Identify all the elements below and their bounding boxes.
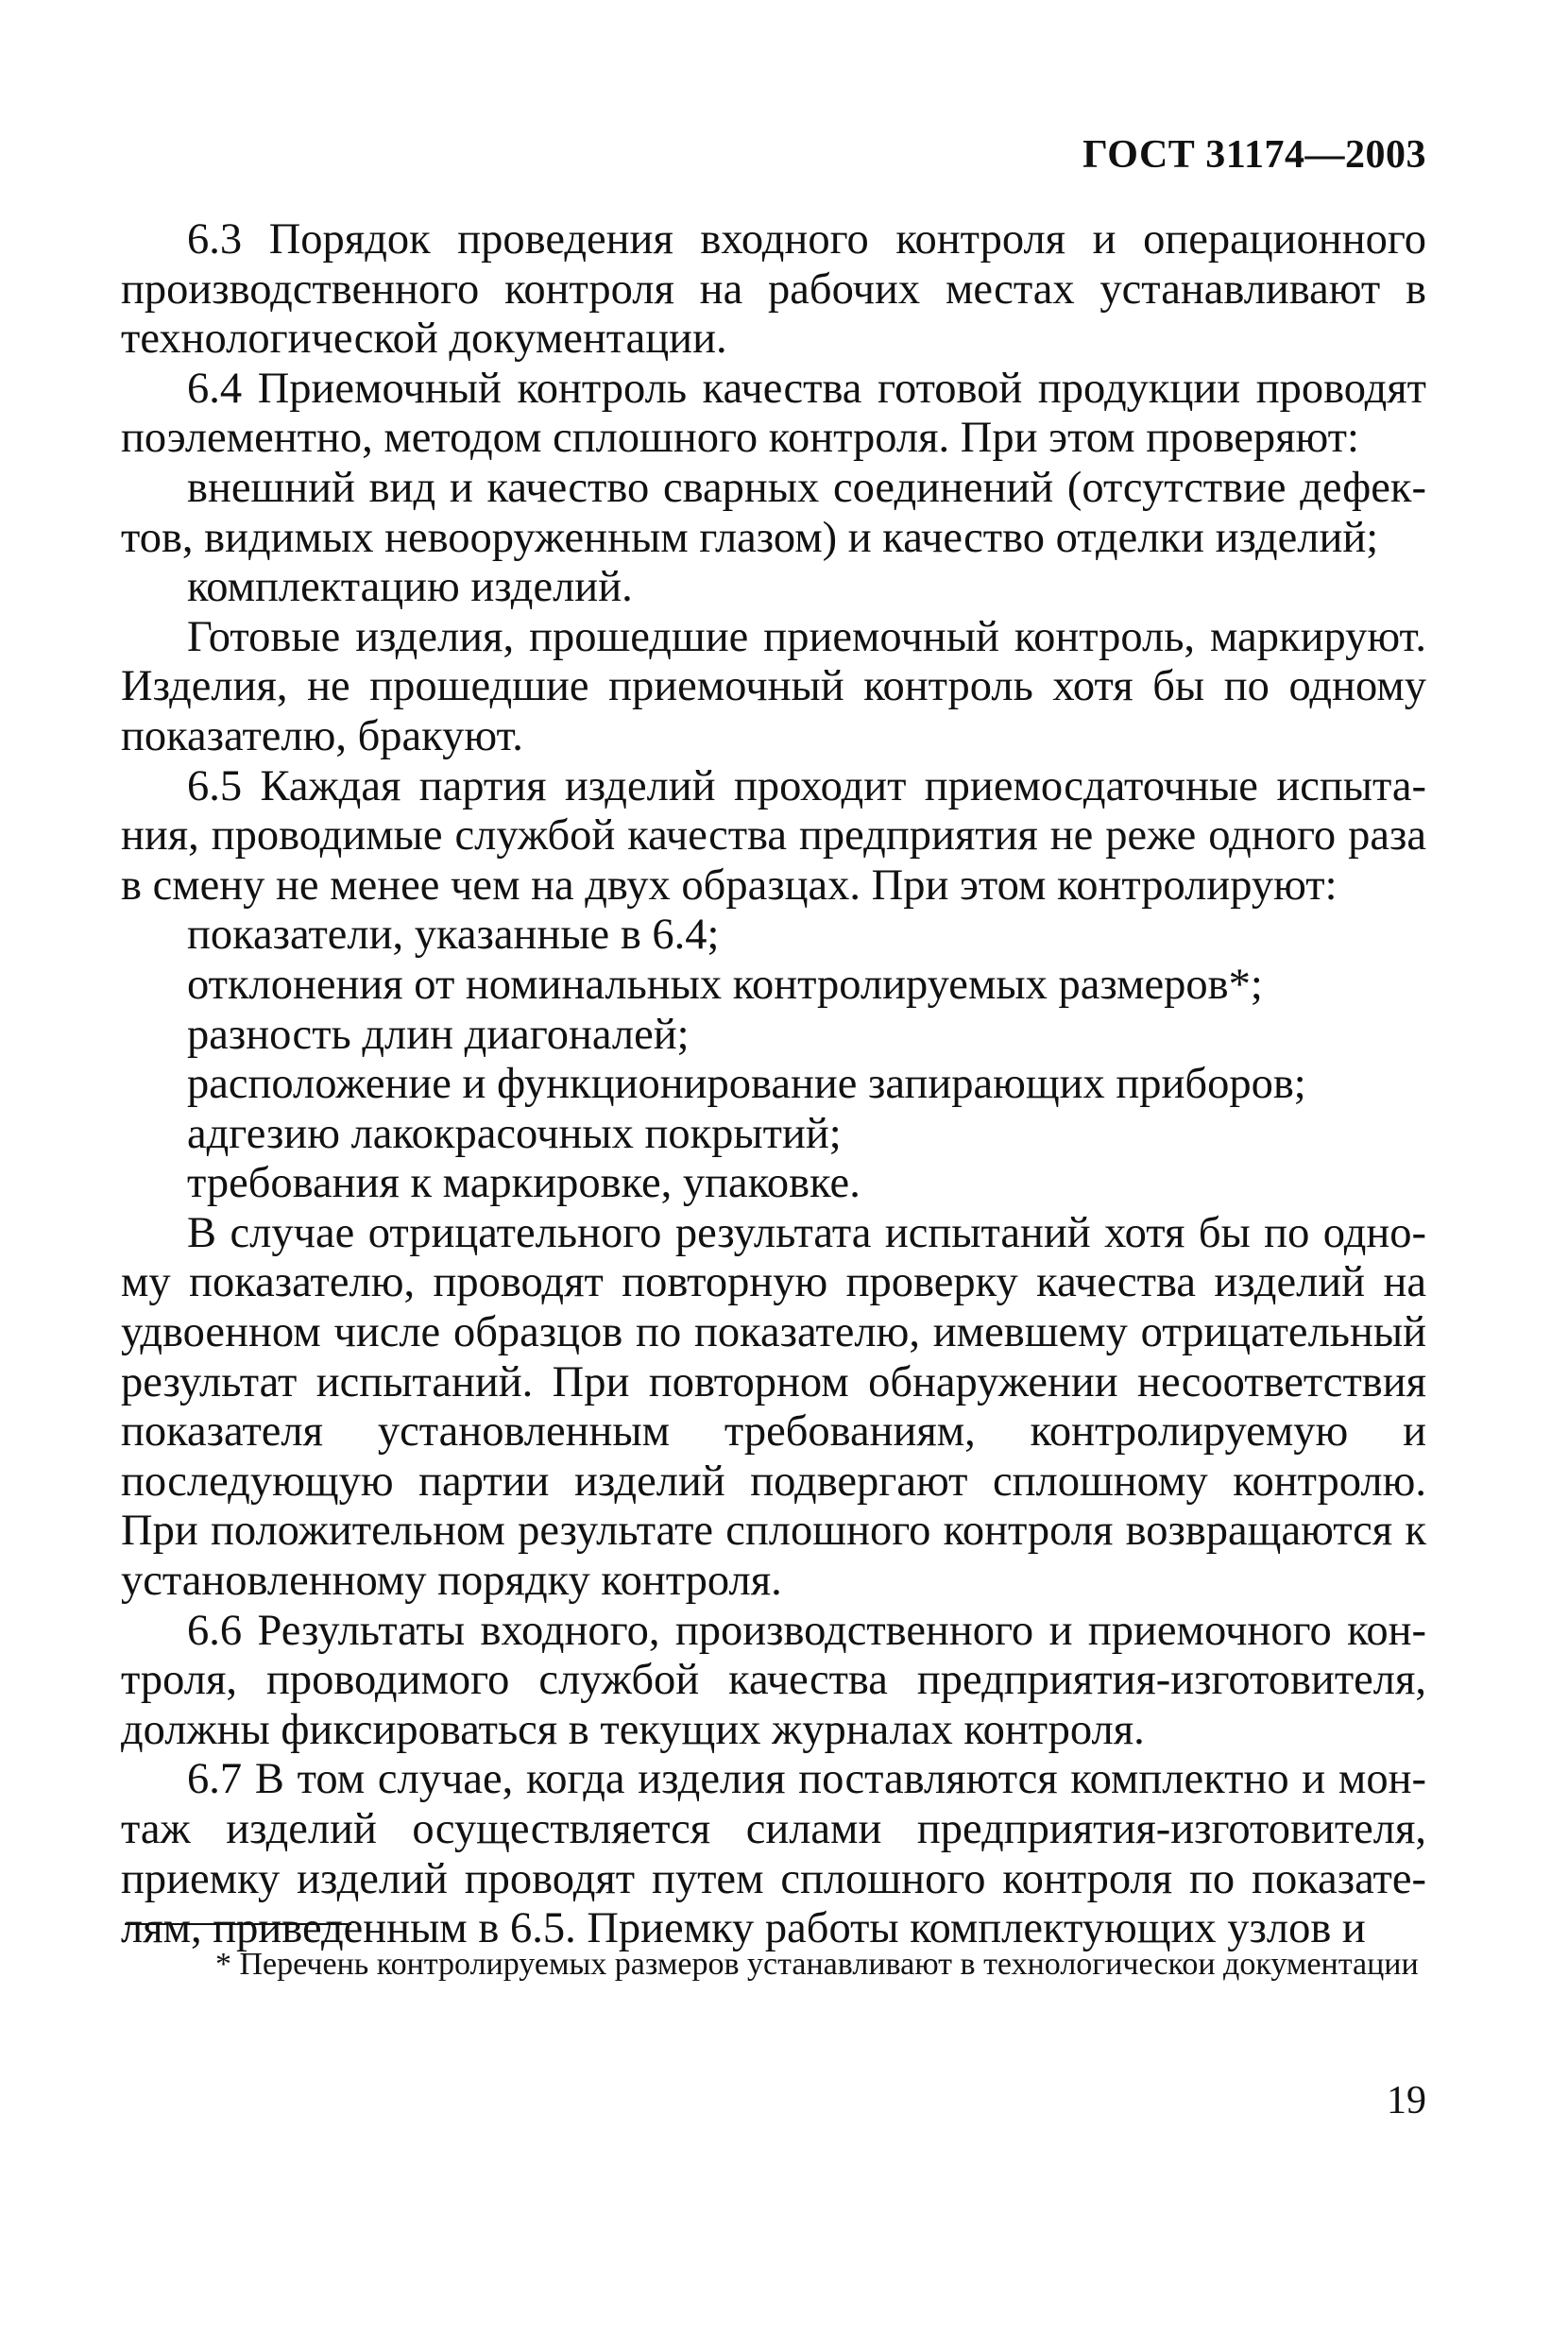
list-item: разность длин диагоналей;: [187, 1010, 690, 1059]
paragraph: В случае отрицательного результата испытаний хотя бы по одному показателю, проводят повторную проверку качества изделий на удвоенном числе образцов по показателю, имевшему отрицательный результат испытаний. При повторном обнаружении несоответствия показателя установленным требованиям, контролируемую и последующую партии изделий подвергают сплошному контролю. При положительном результате сплошного контроля возвращаются к установленному порядку контроля.: [121, 1208, 1426, 1606]
body-text: [121, 215, 1426, 1954]
footnote: * Перечень контролируемых размеров устанавливают в технологическои документации: [215, 1947, 1419, 1982]
paragraph: внешний вид и качество сварных соединений (отсутствие дефектов, видимых невооруженным глазом) и качество отделки изделий;: [121, 463, 1426, 562]
list-item: требования к маркировке, упаковке.: [187, 1159, 861, 1208]
paragraph: Готовые изделия, прошедшие приемочный контроль, маркируют. Изделия, не прошедшие приемочный контроль хотя бы по одному показателю, бракуют.: [121, 612, 1426, 760]
paragraph: 6.6 Результаты входного, производственного и приемочного контроля, проводимого службой качества предприятия-изготовителя, должны фиксироваться в текущих журналах контроля.: [121, 1606, 1426, 1754]
list-item: показатели, указанные в 6.4;: [187, 911, 720, 960]
list-item: расположение и функционирование запирающих приборов;: [187, 1060, 1306, 1109]
list-item: комплектацию изделий.: [187, 563, 633, 612]
paragraph: 6.5 Каждая партия изделий проходит приемосдаточные испытания, проводимые службой качества предприятия не реже одного раза в смену не менее чем на двух образцах. При этом контролируют:: [121, 761, 1426, 910]
list-item: адгезию лакокрасочных покрытий;: [187, 1109, 842, 1158]
paragraph: 6.4 Приемочный контроль качества готовой продукции проводят поэлементно, методом сплошного контроля. При этом проверяют:: [121, 364, 1426, 463]
paragraph: 6.7 В том случае, когда изделия поставляются комплектно и монтаж изделий осуществляется силами предприятия-изготовителя, приемку изделий проводят путем сплошного контроля по показателям, приведенным в 6.5. Приемку работы комплектующих узлов и: [121, 1755, 1426, 1953]
paragraph: 6.3 Порядок проведения входного контроля и операционного производственного контроля на рабочих местах устанавливают в технологической документации.: [121, 215, 1426, 364]
standard-designation: ГОСТ 31174—2003: [1082, 133, 1426, 177]
list-item: отклонения от номинальных контролируемых размеров*;: [187, 960, 1263, 1009]
footnote-divider: [125, 1923, 351, 1925]
page-number: 19: [1387, 2079, 1426, 2122]
